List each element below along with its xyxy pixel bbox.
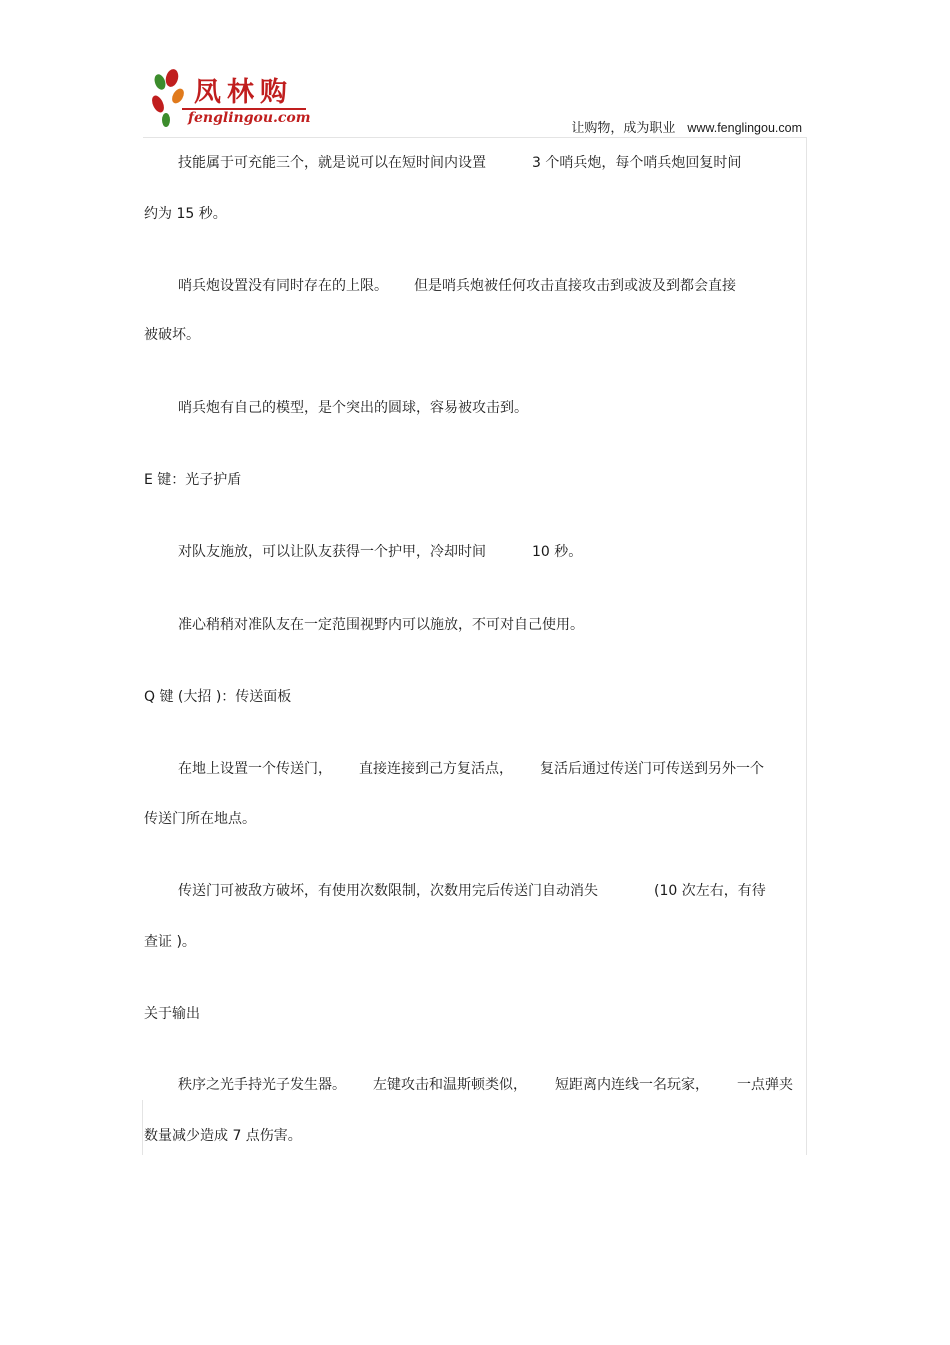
paragraph-line: 数量减少造成 7 点伤害。 [144,1128,302,1144]
slogan-text: 让购物，成为职业 [571,121,676,136]
logo-english-text: fenglingou.com [188,110,311,126]
paragraph-line [178,880,766,900]
text-segment: 对队友施放，可以让队友获得一个护甲，冷却时间 [178,544,486,560]
paragraph-line [178,541,582,561]
paragraph-line: 约为 15 秒。 [144,206,227,222]
header-slogan [571,117,802,136]
leaf-person-icon [150,68,188,130]
text-segment: 3 个哨兵炮，每个哨兵炮回复时间 [532,155,742,171]
text-segment: 复活后通过传送门可传送到另外一个 [540,761,764,777]
text-segment: 秩序之光手持光子发生器。 [178,1077,346,1093]
text-segment: (10 次左右，有待 [654,883,766,899]
page-frame-right [806,137,807,1155]
paragraph-line: 哨兵炮有自己的模型，是个突出的圆球，容易被攻击到。 [178,400,528,416]
text-segment: 直接连接到己方复活点， [359,761,513,777]
site-url: www.fenglingou.com [687,121,802,135]
text-segment: 技能属于可充能三个，就是说可以在短时间内设置 [178,155,486,171]
paragraph-line [178,1074,793,1094]
paragraph-line: 查证 )。 [144,934,196,950]
page-frame-left [142,1100,143,1155]
text-segment: 左键攻击和温斯顿类似， [373,1077,527,1093]
text-segment: 传送门可被敌方破坏，有使用次数限制，次数用完后传送门自动消失 [178,883,598,899]
section-heading: Q 键 (大招 )：传送面板 [144,689,292,705]
text-segment: 一点弹夹 [737,1077,793,1093]
page-frame-top [143,137,806,138]
paragraph-line: 被破坏。 [144,327,200,343]
paragraph-line [178,152,741,172]
text-segment: 短距离内连线一名玩家， [555,1077,709,1093]
section-heading: E 键：光子护盾 [144,472,242,488]
logo-chinese-text: 凤林购 [194,77,293,108]
text-segment: 哨兵炮设置没有同时存在的上限。 [178,278,388,294]
text-segment: 但是哨兵炮被任何攻击直接攻击到或波及到都会直接 [414,278,736,294]
paragraph-line: 传送门所在地点。 [144,811,256,827]
text-segment: 10 秒。 [532,544,583,560]
text-segment: 在地上设置一个传送门， [178,761,332,777]
paragraph-line [178,275,736,295]
section-heading: 关于输出 [144,1006,200,1022]
fenglingou-logo [150,68,315,130]
paragraph-line: 准心稍稍对准队友在一定范围视野内可以施放，不可对自己使用。 [178,617,584,633]
paragraph-line [178,758,764,778]
